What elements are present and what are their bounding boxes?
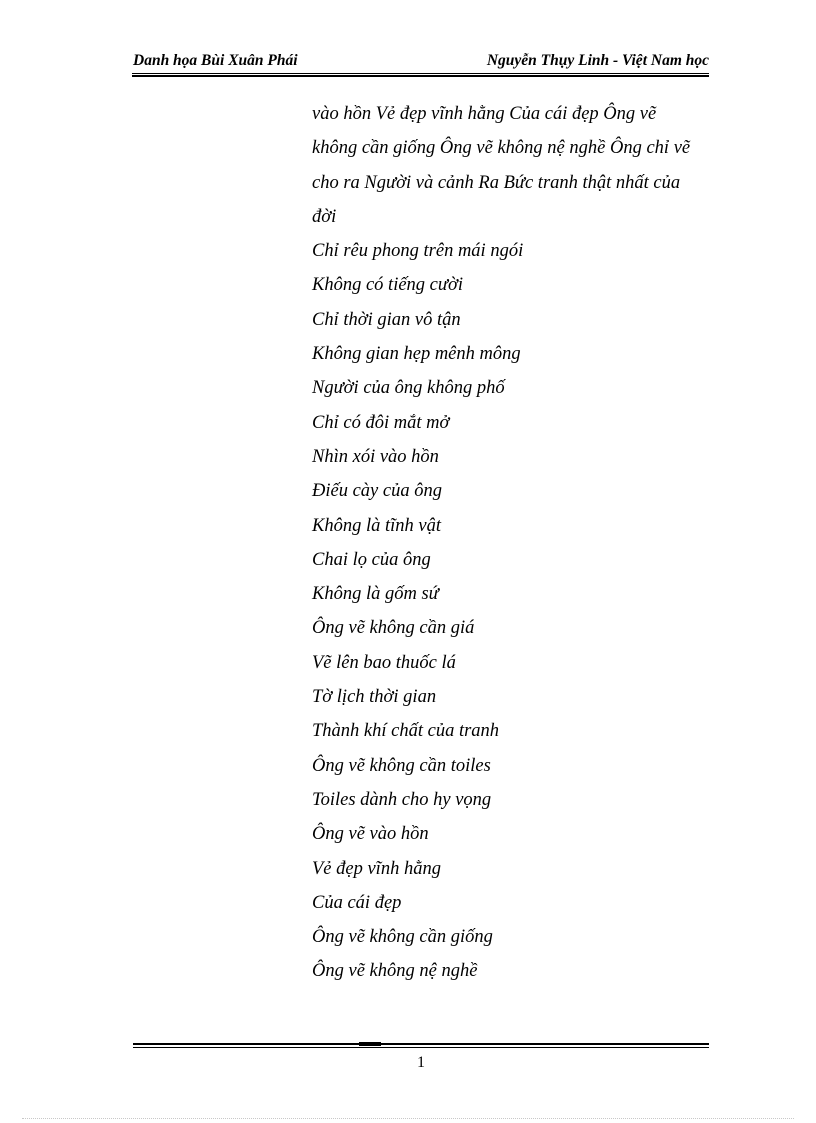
poem-line: Nhìn xói vào hồn (312, 446, 439, 467)
poem-line: Ông vẽ không cần toiles (312, 755, 491, 776)
poem-line: Chỉ rêu phong trên mái ngói (312, 241, 524, 262)
poem-body (312, 97, 712, 989)
header-divider-thick (132, 75, 709, 77)
footer-divider-accent (359, 1042, 381, 1046)
poem-line: Ông vẽ vào hồn (312, 824, 429, 845)
page-footer (133, 1040, 709, 1080)
header-left-title: Danh họa Bùi Xuân Phái (133, 52, 298, 69)
header-divider-thin (132, 73, 709, 74)
poem-line: Ông vẽ không nệ nghề (312, 961, 478, 982)
poem-line: cho ra Người và cảnh Ra Bức tranh thật nhất của (312, 172, 681, 193)
poem-line: Toiles dành cho hy vọng (312, 789, 492, 810)
footer-divider-thin (133, 1047, 709, 1048)
poem-line: Người của ông không phố (312, 378, 505, 399)
poem-line: không cần giống Ông vẽ không nệ nghề Ông chỉ vẽ (312, 138, 691, 159)
poem-line: Của cái đẹp (312, 892, 402, 913)
poem-line: Không là gốm sứ (312, 584, 439, 605)
page-header (132, 50, 709, 74)
poem-line: Ông vẽ không cần giống (312, 927, 493, 948)
footer-divider-thick (133, 1043, 709, 1045)
poem-line: Vẽ lên bao thuốc lá (312, 652, 456, 673)
poem-line: Chai lọ của ông (312, 549, 431, 570)
poem-line: Tờ lịch thời gian (312, 687, 437, 708)
page-number: 1 (417, 1054, 425, 1071)
page-edge (22, 1118, 794, 1119)
poem-line: Chỉ có đôi mắt mở (312, 412, 450, 433)
poem-line: đời (312, 206, 337, 227)
poem-line: Điếu cày của ông (312, 481, 442, 502)
poem-line: Chỉ thời gian vô tận (312, 309, 461, 330)
poem-line: Không có tiếng cười (312, 275, 463, 296)
poem-line: Không gian hẹp mênh mông (312, 344, 521, 365)
poem-line: Ông vẽ không cần giá (312, 618, 475, 639)
poem-line: Vẻ đẹp vĩnh hằng (312, 858, 441, 879)
poem-line: Thành khí chất của tranh (312, 721, 500, 742)
poem-line: vào hồn Vẻ đẹp vĩnh hằng Của cái đẹp Ông vẽ (312, 104, 657, 124)
header-right-title: Nguyễn Thụy Linh - Việt Nam học (486, 52, 709, 69)
poem-line: Không là tĩnh vật (312, 515, 441, 536)
